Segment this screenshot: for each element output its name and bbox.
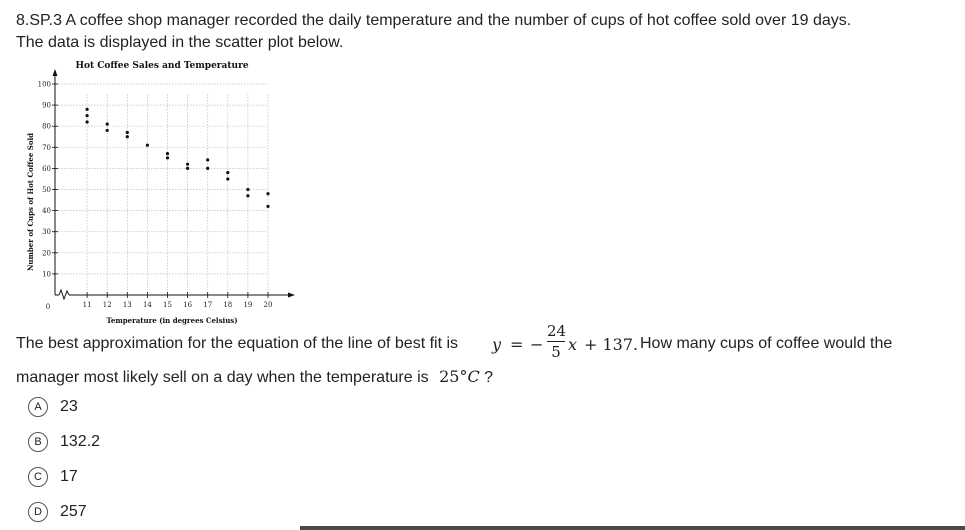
x-tick-label-19: 19	[243, 301, 253, 309]
data-point-13	[206, 158, 209, 161]
question-line-2: The data is displayed in the scatter plot below.	[16, 34, 344, 51]
y-tick-label-30: 30	[42, 228, 51, 237]
x-tick-label-11: 11	[82, 301, 92, 309]
data-point-16	[226, 177, 229, 180]
question-prompt: manager most likely sell on a day when the temperature is	[16, 369, 429, 386]
best-fit-suffix: How many cups of coffee would the	[640, 335, 893, 352]
data-point-12	[186, 167, 189, 170]
data-point-3	[86, 120, 89, 123]
choice-b[interactable]	[28, 430, 100, 454]
data-point-6	[126, 131, 129, 134]
choice-c-text: 17	[60, 468, 78, 485]
choice-b-letter: B	[28, 432, 48, 452]
data-point-19	[266, 192, 269, 195]
intercept-term: + 137.	[584, 335, 639, 354]
x-tick-label-18: 18	[223, 301, 233, 309]
scatter-plot	[22, 52, 322, 332]
choice-d[interactable]	[28, 500, 87, 524]
y-tick-label-100: 100	[37, 80, 51, 89]
question-mark: ?	[484, 369, 494, 386]
minus-sign: −	[530, 335, 544, 354]
slope-numerator: 24	[547, 322, 567, 340]
x-variable: x	[568, 335, 578, 354]
question-text	[16, 10, 946, 54]
data-point-8	[146, 144, 149, 147]
y-variable: y	[492, 335, 502, 354]
data-point-18	[246, 194, 249, 197]
data-point-4	[106, 122, 109, 125]
y-tick-label-50: 50	[42, 186, 51, 194]
slope-denominator: 5	[551, 343, 561, 361]
data-point-5	[106, 129, 109, 132]
origin-label: 0	[45, 303, 51, 311]
question-line-1: 8.SP.3 A coffee shop manager recorded the daily temperature and the number of cups of hot coffee sold over 19 days.	[16, 12, 852, 29]
y-axis-arrow	[53, 69, 58, 76]
data-point-20	[266, 205, 269, 208]
x-tick-label-17: 17	[203, 301, 213, 309]
equals-sign: =	[510, 335, 524, 354]
temperature-unit: °C	[459, 367, 480, 386]
scatter-plot-svg	[22, 52, 322, 332]
data-point-9	[166, 152, 169, 155]
choice-b-text: 132.2	[60, 433, 101, 450]
choice-c-letter: C	[28, 467, 48, 487]
y-tick-label-20: 20	[42, 249, 51, 258]
horizontal-scrollbar[interactable]	[300, 526, 965, 530]
y-tick-label-10: 10	[42, 270, 51, 279]
x-axis-label: Temperature (in degrees Celsius)	[106, 316, 238, 325]
best-fit-line-2	[16, 367, 493, 387]
x-tick-label-16: 16	[183, 301, 193, 309]
axis-break-mark	[59, 290, 69, 299]
x-tick-label-20: 20	[263, 301, 273, 309]
chart-title: Hot Coffee Sales and Temperature	[75, 61, 249, 71]
best-fit-prefix: The best approximation for the equation of the line of best fit is	[16, 335, 459, 352]
data-point-11	[186, 163, 189, 166]
x-tick-label-12: 12	[102, 301, 112, 309]
data-point-1	[86, 108, 89, 111]
data-point-14	[206, 167, 209, 170]
data-points	[86, 108, 270, 208]
y-axis-label: Number of Cups of Hot Coffee Sold	[26, 132, 35, 272]
data-point-15	[226, 171, 229, 174]
y-tick-label-70: 70	[42, 143, 51, 152]
choice-a-text: 23	[60, 398, 78, 415]
choice-c[interactable]	[28, 465, 78, 489]
x-tick-label-14: 14	[142, 301, 152, 309]
y-tick-label-90: 90	[42, 101, 51, 110]
data-point-17	[246, 188, 249, 191]
choice-a-letter: A	[28, 397, 48, 417]
fraction-bar	[547, 341, 565, 342]
choice-d-letter: D	[28, 502, 48, 522]
data-point-10	[166, 156, 169, 159]
y-tick-label-40: 40	[42, 207, 51, 216]
x-tick-label-15: 15	[163, 301, 172, 309]
choice-d-text: 257	[60, 503, 87, 520]
data-point-7	[126, 135, 129, 138]
chart-axes	[53, 69, 296, 299]
data-point-2	[86, 114, 89, 117]
x-tick-label-13: 13	[122, 301, 132, 309]
x-axis-arrow	[288, 293, 295, 298]
slope-fraction	[547, 322, 565, 361]
temperature-value: 25	[439, 367, 460, 386]
y-tick-label-80: 80	[42, 122, 51, 131]
y-tick-label-60: 60	[42, 164, 51, 173]
choice-a[interactable]	[28, 395, 78, 419]
